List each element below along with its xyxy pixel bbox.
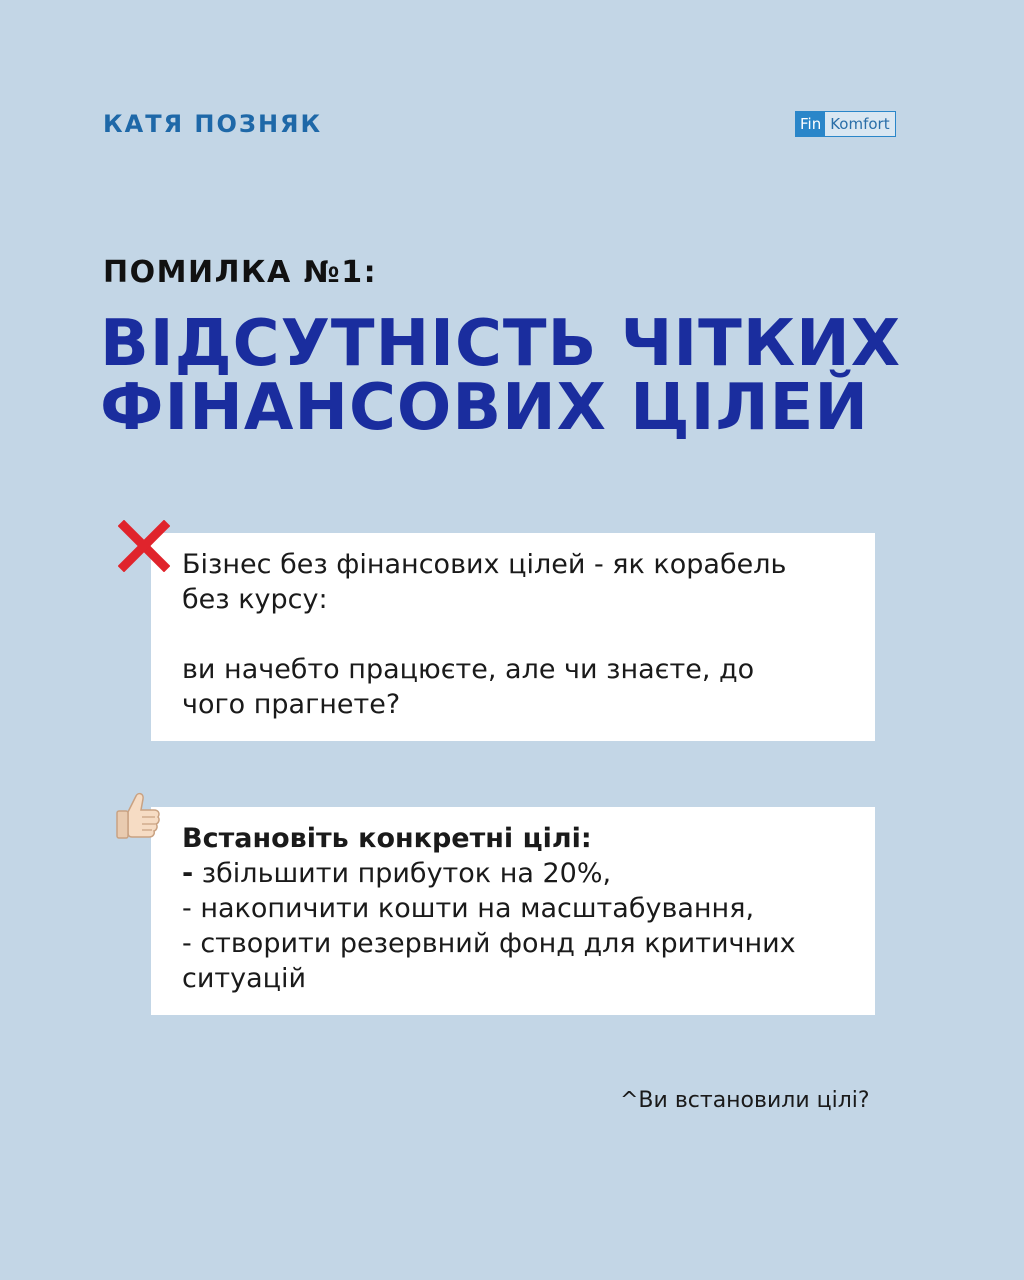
headline [100, 307, 902, 445]
headline-line-1: ВІДСУТНІСТЬ ЧІТКИХ [100, 307, 902, 381]
logo-part-fin: Fin [796, 112, 825, 136]
advice-item-2: - накопичити кошти на масштабування, [182, 893, 755, 924]
advice-item-3: - створити резервний фонд для критичних [182, 928, 796, 959]
author-name: КАТЯ ПОЗНЯК [103, 110, 323, 138]
thumbs-up-icon [114, 790, 162, 840]
advice-heading: Встановіть конкретні цілі: [182, 823, 592, 854]
advice-item-3-cont: ситуацій [182, 963, 307, 994]
advice-item-1 [182, 856, 855, 891]
mistake-text-line-1: Бізнес без фінансових цілей - як корабель [182, 549, 787, 580]
advice-card [151, 807, 875, 1015]
cross-mark-icon [118, 520, 170, 572]
logo-part-komfort: Komfort [825, 112, 894, 136]
advice-item-1-text: збільшити прибуток на 20%, [193, 858, 612, 889]
mistake-text-line-4: чого прагнете? [182, 689, 401, 720]
mistake-number: ПОМИЛКА №1: [103, 255, 378, 290]
finkomfort-logo [795, 111, 896, 137]
mistake-card [151, 533, 875, 741]
headline-line-2: ФІНАНСОВИХ ЦІЛЕЙ [100, 371, 869, 445]
mistake-text-line-3: ви начебто працюєте, але чи знаєте, до [182, 654, 755, 685]
advice-item-1-dash: - [182, 858, 194, 889]
closing-question: ^Ви встановили цілі? [620, 1088, 870, 1113]
mistake-text-line-2: без курсу: [182, 584, 328, 615]
